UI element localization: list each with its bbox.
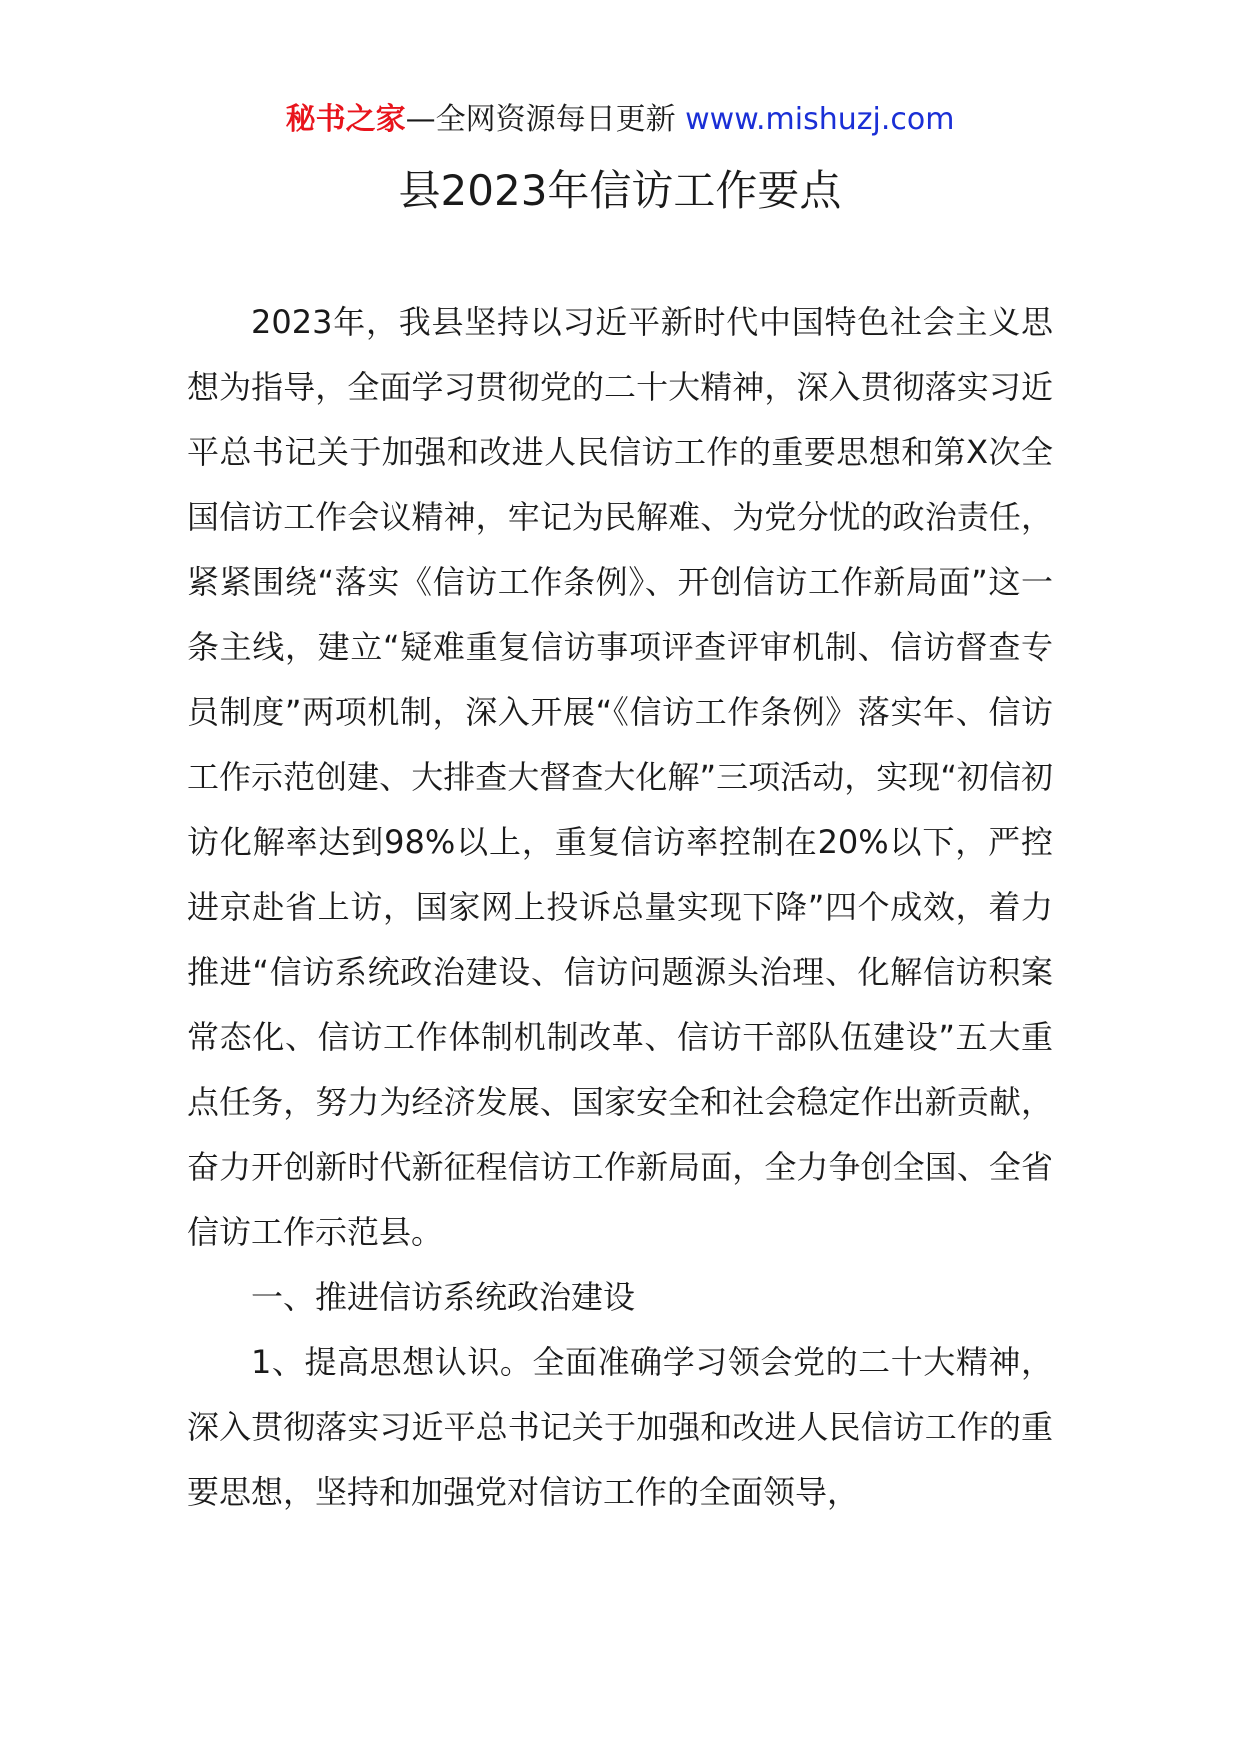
section-heading: 一、推进信访系统政治建设 — [251, 1278, 636, 1316]
document-body — [187, 290, 1053, 1525]
watermark-header — [0, 100, 1240, 140]
intro-paragraph: 2023年，我县坚持以习近平新时代中国特色社会主义思想为指导，全面学习贯彻党的二十大精神，深入贯彻落实习近平总书记关于加强和改进人民信访工作的重要思想和第X次全国信访工作会议精神，牢记为民解难、为党分忧的政治责任，紧紧围绕“落实《信访工作条例》、开创信访工作新局面”这一条主线，建立“疑难重复信访事项评查评审机制、信访督查专员制度”两项机制，深入开展“《信访工作条例》落实年、信访工作示范创建、大排查大督查大化解”三项活动，实现“初信初访化解率达到98%以上，重复信访率控制在20%以下，严控进京赴省上访，国家网上投诉总量实现下降”四个成效，着力推进“信访系统政治建设、信访问题源头治理、化解信访积案常态化、信访工作体制机制改革、信访干部队伍建设”五大重点任务，努力为经济发展、国家安全和社会稳定作出新贡献，奋力开创新时代新征程信访工作新局面，全力争创全国、全省信访工作示范县。 — [187, 303, 1053, 1251]
header-tagline: —全网资源每日更新 — [405, 102, 676, 137]
document-title: 县2023年信访工作要点 — [398, 166, 842, 215]
item-paragraph: 1、提高思想认识。全面准确学习领会党的二十大精神，深入贯彻落实习近平总书记关于加强和改进人民信访工作的重要思想，坚持和加强党对信访工作的全面领导， — [187, 1343, 1053, 1511]
brand-name: 秘书之家 — [285, 102, 406, 137]
site-url-link[interactable]: www.mishuzj.com — [685, 102, 955, 137]
